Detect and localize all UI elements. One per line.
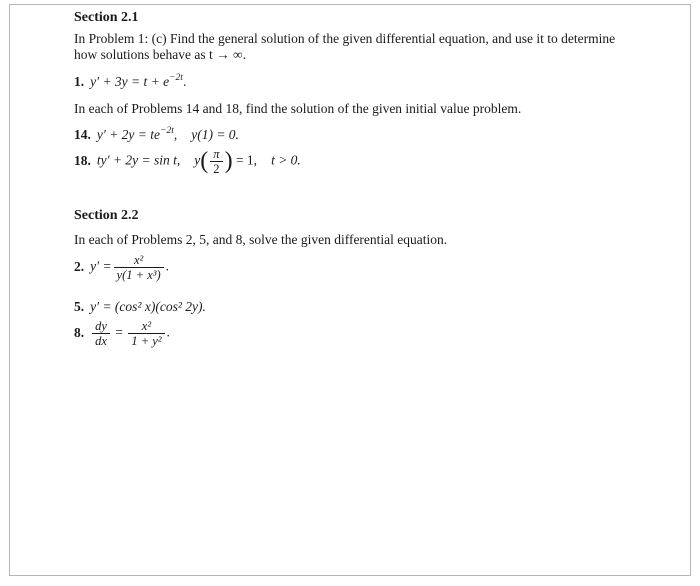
equation: y′ = (cos² x)(cos² 2y). [90, 299, 206, 314]
instructions-line-1: In Problem 1: (c) Find the general solution of the given differential equation, and use it to determine [74, 31, 616, 46]
problem-1-instructions [74, 31, 634, 63]
equation: y′ + 2y = te [96, 127, 161, 142]
pi-over-2-fraction: $\frac{\pi}{2}$ [210, 147, 222, 176]
problem-1 [74, 73, 186, 90]
rhs-fraction: $\frac{\text{x²}}{\text{1 + y²}}$ [128, 319, 164, 348]
problem-18: 18. ty′ + 2y = sin t, y( $\frac{\pi}{2}$ ) = 1, t > 0. [74, 147, 301, 176]
problem-14: 14. $y' + 2y = te^{-2t}$, y(1) = 0. [74, 126, 239, 142]
problem-number: 18. [74, 152, 91, 168]
problem-8 [74, 319, 170, 348]
equation-lhs: y′ = [90, 258, 112, 274]
period: . [182, 74, 187, 89]
problem-number: 14. [74, 127, 91, 142]
document-page [9, 4, 691, 576]
exponent: −2t [160, 126, 174, 136]
exponent: −2t [169, 73, 183, 83]
equation: ty′ + 2y = sin t, [96, 152, 181, 168]
equals: = [115, 324, 123, 340]
period: . [165, 258, 170, 274]
section-2-2-heading: Section 2.2 [74, 208, 139, 223]
initial-condition: y(1) = 0. [191, 127, 239, 142]
section-2-1-heading: Section 2.1 [74, 10, 139, 25]
problem-number: 8. [74, 324, 85, 340]
problem-number: 5. [74, 299, 85, 314]
equation-fraction: $\frac{\text{x²}}{\text{y(1 + x³)}}$ [114, 253, 164, 282]
period: . [166, 324, 170, 340]
instructions-line-2: how solutions behave as t → ∞. [74, 47, 246, 62]
derivative-fraction: $\frac{dy}{dx}$ [92, 319, 110, 348]
problem-number: 1. [74, 74, 85, 89]
section-2-2-instructions: In each of Problems 2, 5, and 8, solve the given differential equation. [74, 232, 448, 247]
problem-number: 2. [74, 258, 85, 274]
domain-condition: t > 0. [271, 152, 301, 168]
problem-5 [74, 299, 206, 315]
problem-2 [74, 253, 169, 282]
initial-condition: = 1, [235, 152, 258, 168]
condition-function: y [194, 152, 201, 168]
equation: y′ + 3y = t + e [90, 74, 170, 89]
ivp-instructions: In each of Problems 14 and 18, find the solution of the given initial value problem. [74, 101, 522, 116]
